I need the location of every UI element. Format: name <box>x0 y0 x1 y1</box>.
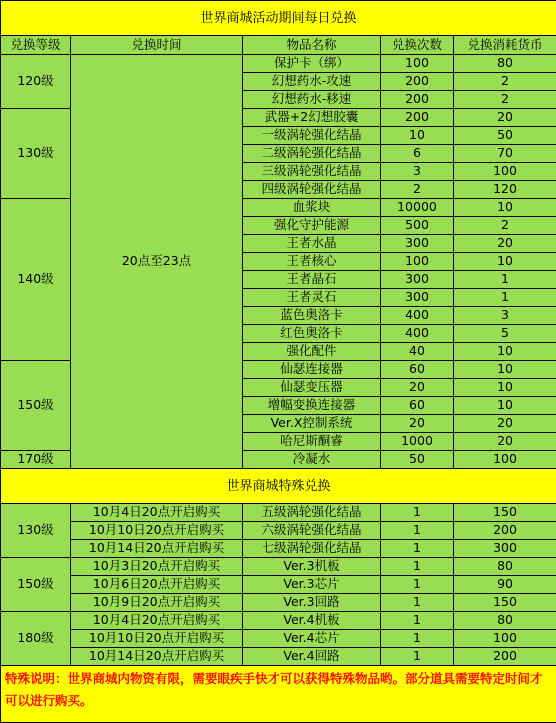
item-count: 1 <box>381 522 454 540</box>
level-cell: 170级 <box>1 451 71 469</box>
item-cost: 10 <box>454 379 556 397</box>
item-name: 王者核心 <box>243 253 381 271</box>
purchase-time: 10月3日20点开启购买 <box>71 558 243 576</box>
table-row <box>1 522 556 540</box>
item-count: 500 <box>381 217 454 235</box>
item-cost: 100 <box>454 630 556 648</box>
item-name: 增幅变换连接器 <box>243 397 381 415</box>
item-count: 200 <box>381 73 454 91</box>
item-name: 四级涡轮强化结晶 <box>243 181 381 199</box>
item-count: 6 <box>381 145 454 163</box>
purchase-time: 10月6日20点开启购买 <box>71 576 243 594</box>
item-count: 1 <box>381 576 454 594</box>
item-name: 王者晶石 <box>243 271 381 289</box>
item-name: 二级涡轮强化结晶 <box>243 145 381 163</box>
item-count: 1 <box>381 630 454 648</box>
item-count: 60 <box>381 397 454 415</box>
item-name: 七级涡轮强化结晶 <box>243 540 381 558</box>
item-cost: 200 <box>454 648 556 666</box>
item-cost: 200 <box>454 522 556 540</box>
level-cell: 180级 <box>1 612 71 666</box>
header-level: 兑换等级 <box>1 36 71 55</box>
item-count: 20 <box>381 415 454 433</box>
item-cost: 80 <box>454 55 556 73</box>
header-cost: 兑换消耗货币 <box>454 36 556 55</box>
item-name: 一级涡轮强化结晶 <box>243 127 381 145</box>
item-name: 武器+2幻想胶囊 <box>243 109 381 127</box>
item-cost: 100 <box>454 163 556 181</box>
item-name: 幻想药水-移速 <box>243 91 381 109</box>
section1-title: 世界商城活动期间每日兑换 <box>1 1 556 36</box>
header-count: 兑换次数 <box>381 36 454 55</box>
item-cost: 10 <box>454 361 556 379</box>
purchase-time: 10月14日20点开启购买 <box>71 648 243 666</box>
item-cost: 20 <box>454 415 556 433</box>
item-count: 20 <box>381 379 454 397</box>
item-count: 1 <box>381 504 454 522</box>
item-cost: 120 <box>454 181 556 199</box>
item-cost: 20 <box>454 109 556 127</box>
item-count: 100 <box>381 253 454 271</box>
item-count: 60 <box>381 361 454 379</box>
table-row <box>1 558 556 576</box>
item-count: 10 <box>381 127 454 145</box>
purchase-time: 10月10日20点开启购买 <box>71 522 243 540</box>
exchange-time-cell: 20点至23点 <box>71 55 243 469</box>
item-count: 400 <box>381 325 454 343</box>
item-name: 幻想药水-攻速 <box>243 73 381 91</box>
item-count: 1 <box>381 558 454 576</box>
item-cost: 20 <box>454 433 556 451</box>
table-row <box>1 612 556 630</box>
table-row <box>1 540 556 558</box>
level-cell: 120级 <box>1 55 71 109</box>
table-row <box>1 576 556 594</box>
item-count: 300 <box>381 271 454 289</box>
item-cost: 10 <box>454 397 556 415</box>
item-count: 200 <box>381 109 454 127</box>
purchase-time: 10月4日20点开启购买 <box>71 504 243 522</box>
item-cost: 5 <box>454 325 556 343</box>
item-count: 1 <box>381 612 454 630</box>
item-cost: 50 <box>454 127 556 145</box>
item-name: Ver.3芯片 <box>243 576 381 594</box>
item-count: 300 <box>381 289 454 307</box>
item-cost: 150 <box>454 504 556 522</box>
level-cell: 150级 <box>1 361 71 451</box>
level-cell: 130级 <box>1 504 71 558</box>
item-count: 2 <box>381 181 454 199</box>
table-row <box>1 504 556 522</box>
item-count: 3 <box>381 163 454 181</box>
item-name: 王者灵石 <box>243 289 381 307</box>
item-cost: 2 <box>454 91 556 109</box>
purchase-time: 10月10日20点开启购买 <box>71 630 243 648</box>
level-cell: 140级 <box>1 199 71 361</box>
table-row <box>1 55 556 73</box>
item-name: 哈尼斯酮睿 <box>243 433 381 451</box>
item-name: 强化配件 <box>243 343 381 361</box>
item-cost: 80 <box>454 612 556 630</box>
item-name: 仙瑟变压器 <box>243 379 381 397</box>
item-cost: 2 <box>454 217 556 235</box>
item-count: 400 <box>381 307 454 325</box>
item-count: 300 <box>381 235 454 253</box>
item-name: Ver.3机板 <box>243 558 381 576</box>
table-row <box>1 648 556 666</box>
item-name: 冷凝水 <box>243 451 381 469</box>
item-cost: 300 <box>454 540 556 558</box>
level-cell: 150级 <box>1 558 71 612</box>
item-count: 100 <box>381 55 454 73</box>
item-name: 血浆块 <box>243 199 381 217</box>
item-cost: 20 <box>454 235 556 253</box>
item-name: 五级涡轮强化结晶 <box>243 504 381 522</box>
item-count: 10000 <box>381 199 454 217</box>
item-cost: 1 <box>454 289 556 307</box>
item-name: Ver.X控制系统 <box>243 415 381 433</box>
item-cost: 150 <box>454 594 556 612</box>
item-count: 1 <box>381 540 454 558</box>
table-row <box>1 630 556 648</box>
item-count: 50 <box>381 451 454 469</box>
table-row <box>1 594 556 612</box>
item-count: 1 <box>381 594 454 612</box>
special-note: 特殊说明：世界商城内物资有限，需要眼疾手快才可以获得特殊物品哟。部分道具需要特定时间才可以进行购买。 <box>1 666 556 723</box>
item-name: 蓝色奥洛卡 <box>243 307 381 325</box>
item-cost: 10 <box>454 343 556 361</box>
item-name: Ver.4机板 <box>243 612 381 630</box>
item-count: 1 <box>381 648 454 666</box>
item-name: Ver.4芯片 <box>243 630 381 648</box>
header-time: 兑换时间 <box>71 36 243 55</box>
section2-title: 世界商城特殊兑换 <box>1 469 556 504</box>
item-name: Ver.3回路 <box>243 594 381 612</box>
item-count: 40 <box>381 343 454 361</box>
item-name: 六级涡轮强化结晶 <box>243 522 381 540</box>
item-name: 红色奥洛卡 <box>243 325 381 343</box>
item-cost: 70 <box>454 145 556 163</box>
level-cell: 130级 <box>1 109 71 199</box>
item-name: 三级涡轮强化结晶 <box>243 163 381 181</box>
item-name: 保护卡（绑） <box>243 55 381 73</box>
item-cost: 1 <box>454 271 556 289</box>
purchase-time: 10月14日20点开启购买 <box>71 540 243 558</box>
item-cost: 3 <box>454 307 556 325</box>
purchase-time: 10月4日20点开启购买 <box>71 612 243 630</box>
item-name: 王者水晶 <box>243 235 381 253</box>
item-count: 1000 <box>381 433 454 451</box>
item-name: 强化守护能源 <box>243 217 381 235</box>
item-cost: 90 <box>454 576 556 594</box>
item-cost: 10 <box>454 253 556 271</box>
purchase-time: 10月9日20点开启购买 <box>71 594 243 612</box>
item-name: 仙瑟连接器 <box>243 361 381 379</box>
item-cost: 100 <box>454 451 556 469</box>
item-name: Ver.4回路 <box>243 648 381 666</box>
item-count: 200 <box>381 91 454 109</box>
item-cost: 2 <box>454 73 556 91</box>
item-cost: 80 <box>454 558 556 576</box>
item-cost: 10 <box>454 199 556 217</box>
header-item: 物品名称 <box>243 36 381 55</box>
